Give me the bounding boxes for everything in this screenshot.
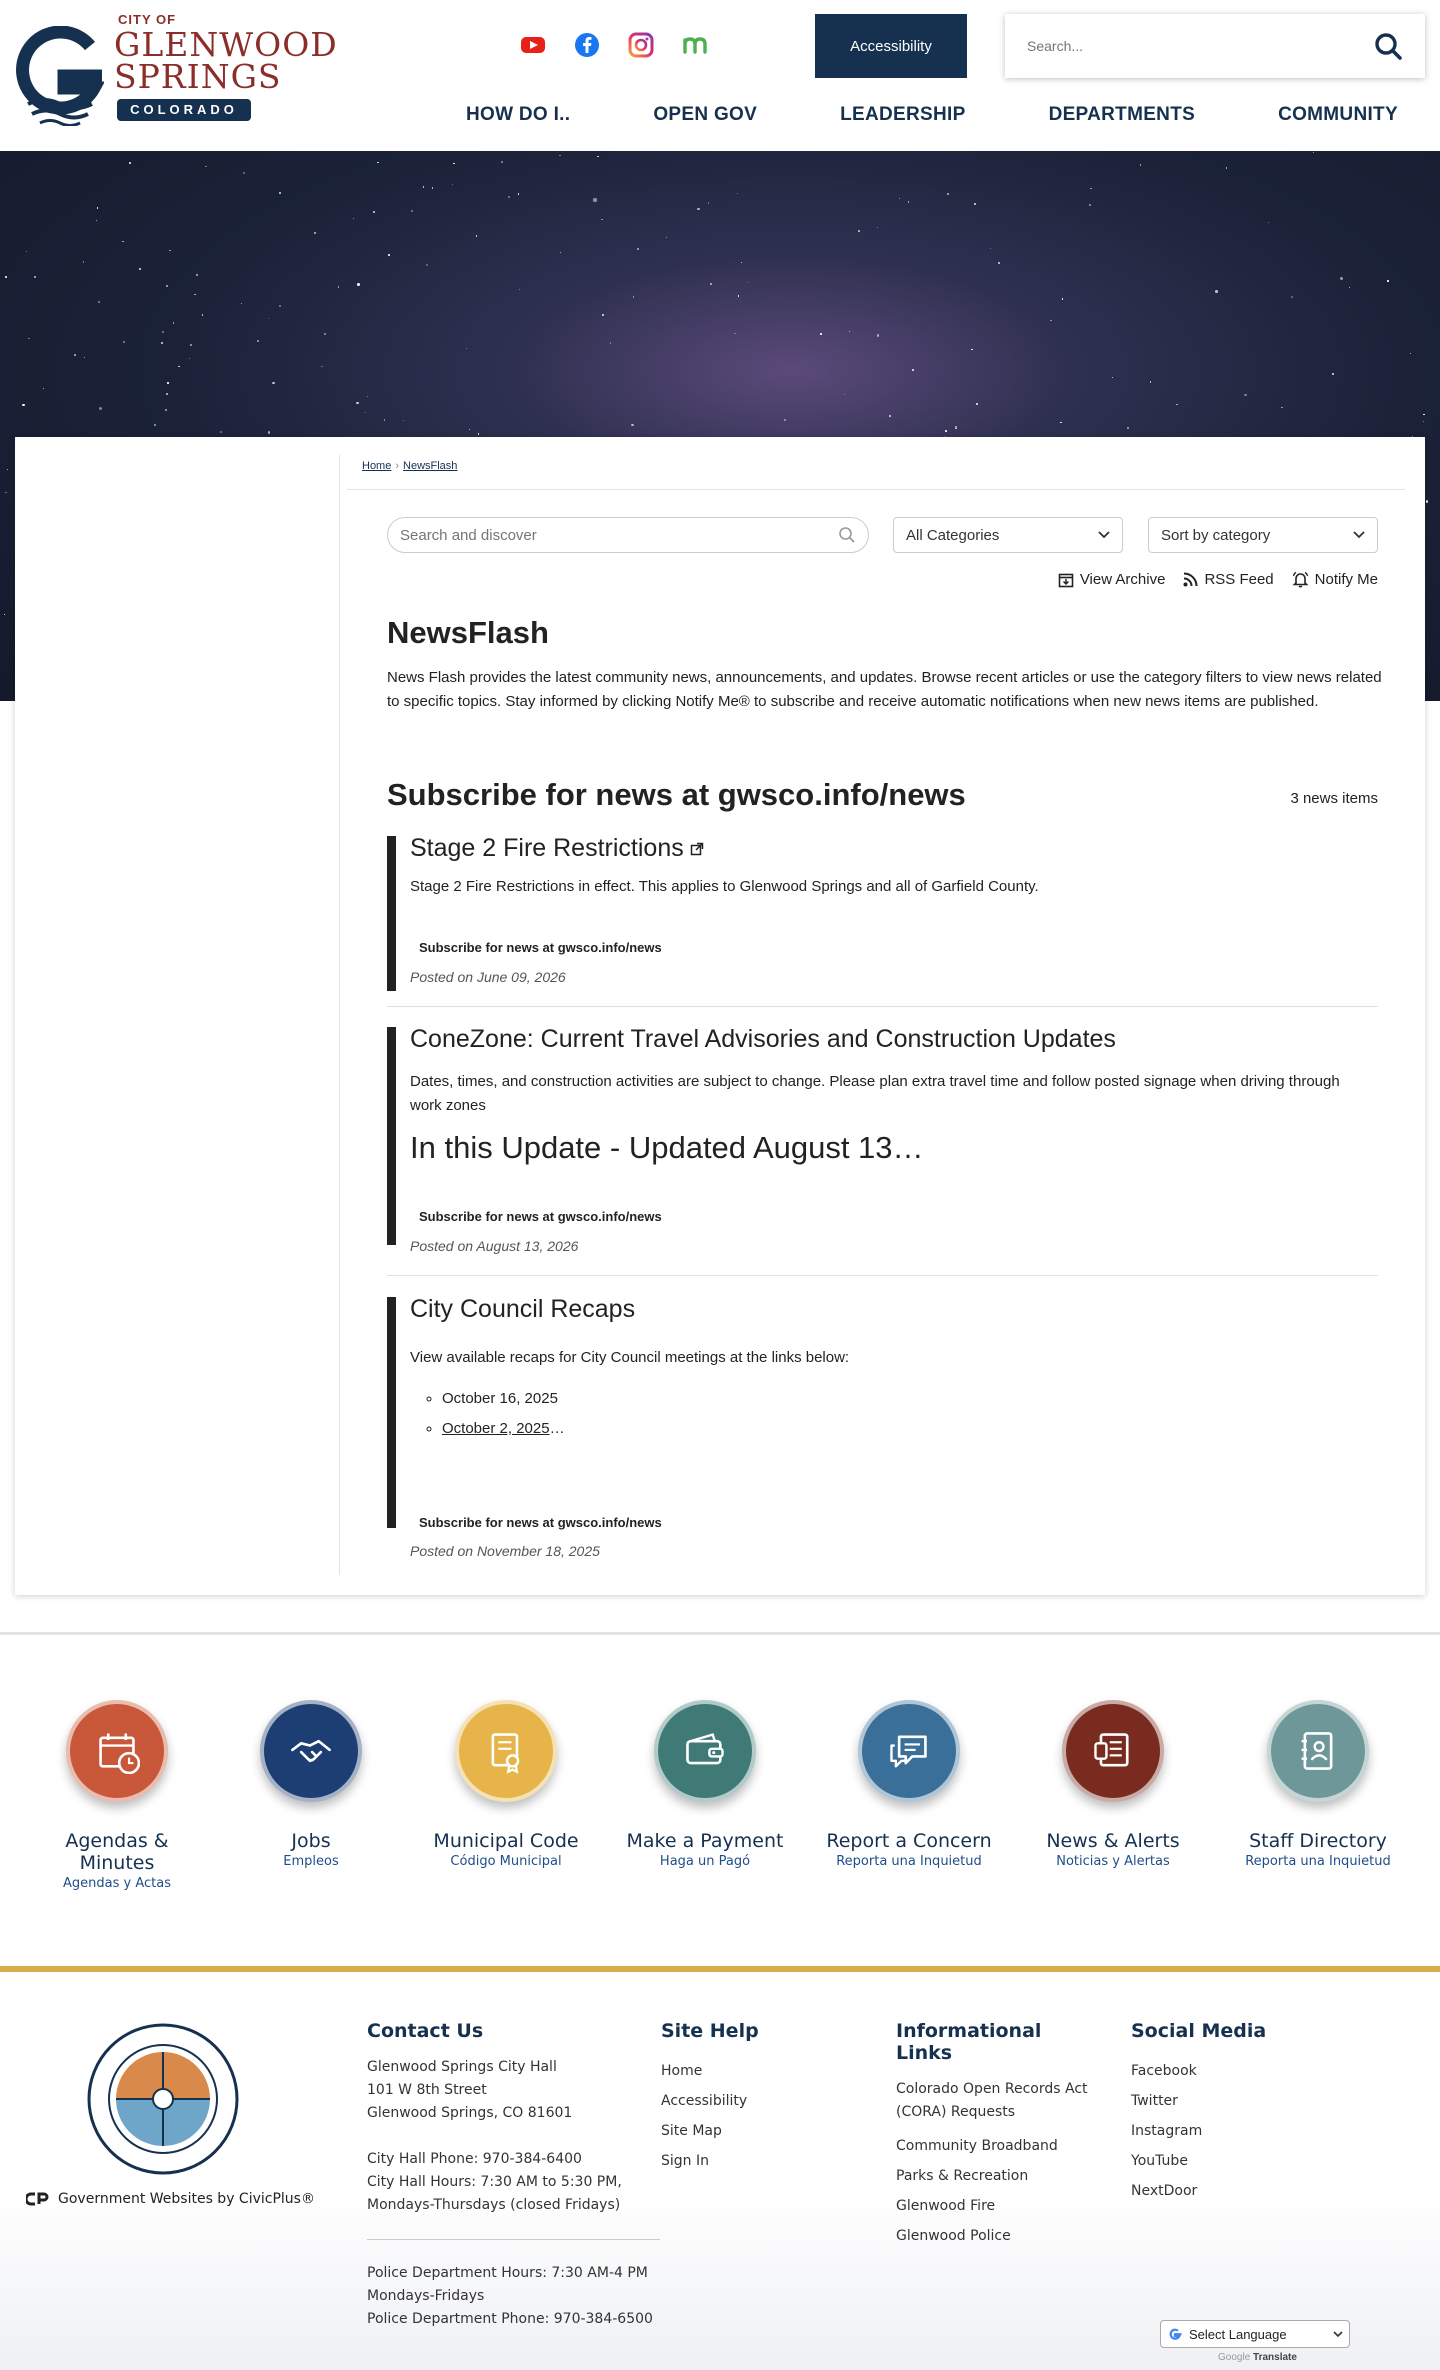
star: [279, 305, 281, 307]
footer-link-accessibility[interactable]: Accessibility: [661, 2093, 748, 2109]
star: [243, 172, 245, 174]
news-item-title: ConeZone: Current Travel Advisories and Construction Updates: [410, 1025, 1116, 1053]
quick-link-sublabel: Agendas y Actas: [63, 1876, 171, 1891]
star: [1387, 280, 1388, 281]
footer-link-nextdoor[interactable]: NextDoor: [1131, 2183, 1198, 2199]
news-item-title-link[interactable]: [410, 1025, 1378, 1054]
nav-community[interactable]: COMMUNITY: [1278, 104, 1398, 125]
quick-link-sublabel: Empleos: [283, 1854, 339, 1869]
star: [1089, 204, 1091, 206]
news-item: [387, 836, 1378, 991]
star: [279, 192, 281, 194]
star: [98, 301, 100, 303]
footer-link-police[interactable]: Glenwood Police: [896, 2228, 1011, 2244]
star: [169, 250, 170, 251]
footer-link-parks[interactable]: Parks & Recreation: [896, 2168, 1029, 2184]
quick-link-label: Agendas & Minutes: [65, 1830, 169, 1874]
star: [22, 404, 24, 406]
star: [998, 262, 1000, 264]
news-item-date: Posted on November 18, 2025: [410, 1543, 600, 1559]
star: [476, 235, 478, 237]
star: [99, 407, 102, 410]
news-actions: [1035, 571, 1378, 588]
star: [196, 274, 198, 276]
footer-contact-line: City Hall Hours: 7:30 AM to 5:30 PM,: [367, 2174, 622, 2190]
breadcrumb-home[interactable]: Home: [362, 460, 392, 472]
footer-contact-line: Glenwood Springs, CO 81601: [367, 2105, 573, 2121]
star: [610, 342, 612, 344]
star: [637, 248, 639, 250]
star: [167, 382, 168, 383]
news-search-input[interactable]: [400, 527, 838, 544]
news-item-title: Stage 2 Fire Restrictions: [410, 834, 684, 862]
breadcrumb-current[interactable]: NewsFlash: [403, 460, 458, 472]
footer-info-links-title: Informational Links: [896, 2020, 1042, 2064]
star: [1150, 381, 1152, 383]
star: [945, 430, 946, 431]
star: [338, 286, 340, 288]
star: [194, 294, 196, 296]
star: [423, 186, 425, 188]
star: [1281, 407, 1283, 409]
star: [1127, 427, 1129, 429]
star: [602, 314, 603, 315]
news-item-body: View available recaps for City Council meetings at the links below:: [410, 1349, 850, 1366]
star: [129, 162, 131, 164]
star: [466, 348, 467, 349]
star: [202, 314, 203, 315]
quick-link-label: News & Alerts: [1046, 1830, 1180, 1852]
footer-link-site-map[interactable]: Site Map: [661, 2123, 722, 2139]
footer-contact-line: Glenwood Springs City Hall: [367, 2059, 557, 2075]
star: [912, 369, 914, 371]
google-g-icon: [1167, 2326, 1183, 2342]
quick-link-sublabel: Código Municipal: [450, 1854, 562, 1869]
sort-select[interactable]: [1148, 517, 1378, 553]
category-select-value: All Categories: [906, 526, 1000, 544]
star: [257, 340, 259, 342]
star: [26, 251, 27, 252]
footer-contact-line: 101 W 8th Street: [367, 2082, 487, 2098]
star: [1313, 152, 1314, 153]
quick-link-label: Municipal Code: [433, 1830, 579, 1852]
news-item-body: Stage 2 Fire Restrictions in effect. This applies to Glenwood Springs and all of Garfield County.: [410, 878, 1039, 895]
star: [784, 419, 786, 421]
star: [478, 433, 479, 434]
news-count: 3 news items: [1290, 790, 1378, 807]
news-item-ellipsis: …: [549, 1420, 565, 1437]
main-navigation: [466, 104, 1398, 126]
footer-link-broadband[interactable]: Community Broadband: [896, 2138, 1058, 2154]
facebook-icon[interactable]: [574, 32, 600, 58]
star: [268, 318, 269, 319]
star: [162, 331, 163, 332]
city-seal-logo-icon: [86, 2022, 240, 2176]
star: [357, 283, 360, 286]
nav-open-gov[interactable]: OPEN GOV: [653, 104, 758, 125]
subscribe-heading: Subscribe for news at gwsco.info/news: [387, 777, 966, 812]
star: [631, 424, 633, 426]
site-footer: [0, 1972, 1440, 2370]
footer-info-links: [896, 2020, 1096, 2251]
star: [178, 366, 180, 368]
star: [858, 230, 860, 232]
star: [971, 349, 973, 351]
archive-icon: [1058, 572, 1074, 588]
star: [1176, 404, 1177, 405]
footer-contact: [367, 2020, 660, 2331]
star: [324, 333, 325, 334]
footer-contact-line: Police Department Phone: 970-384-6500: [367, 2311, 653, 2327]
view-archive-link[interactable]: [1058, 571, 1166, 588]
star: [122, 241, 124, 243]
star: [83, 261, 84, 262]
star: [708, 202, 710, 204]
chevron-down-icon: [1098, 531, 1110, 539]
star: [190, 344, 192, 346]
star: [633, 296, 635, 298]
footer-contact-line: City Hall Phone: 970-384-6400: [367, 2151, 582, 2167]
star: [593, 198, 596, 201]
language-select-value: Select Language: [1189, 2326, 1287, 2342]
breadcrumb: [362, 460, 457, 472]
star: [1112, 377, 1113, 378]
star: [453, 163, 455, 165]
news-item-title: City Council Recaps: [410, 1295, 636, 1323]
star: [1340, 277, 1343, 280]
logo-state: COLORADO: [117, 99, 251, 121]
footer-link-facebook[interactable]: Facebook: [1131, 2063, 1197, 2079]
news-item-bullet: ◦ October 16, 2025: [442, 1384, 1378, 1414]
site-header: [0, 0, 1440, 151]
rss-icon: [1183, 572, 1198, 587]
news-item-body: Dates, times, and construction activities are subject to change. Please plan extra travel time and follow posted signage when driving through work zones: [410, 1073, 1340, 1114]
star: [877, 334, 879, 336]
star: [205, 166, 207, 168]
star: [1090, 188, 1092, 190]
civicplus-label: Government Websites by CivicPlus®: [58, 2191, 315, 2207]
footer-contact-line: Mondays-Thursdays (closed Fridays): [367, 2197, 621, 2213]
breadcrumb-divider: [347, 489, 1405, 490]
sort-select-value: Sort by category: [1161, 526, 1271, 544]
quick-link-label: Report a Concern: [826, 1830, 992, 1852]
news-item-date: Posted on August 13, 2026: [410, 1238, 579, 1254]
google-translate-credit: [1218, 2352, 1297, 2363]
star: [889, 415, 891, 417]
quick-link-circle: [1062, 1700, 1164, 1802]
nav-how-do-i[interactable]: HOW DO I..: [466, 104, 571, 125]
star: [1140, 164, 1141, 165]
wallet-icon: [682, 1728, 728, 1774]
star: [272, 382, 274, 384]
logo-line-1: GLENWOOD: [114, 25, 338, 64]
star: [411, 210, 413, 212]
star: [4, 614, 5, 615]
star: [161, 342, 163, 344]
star: [518, 193, 519, 194]
quick-link-sublabel: Reporta una Inquietud: [836, 1854, 982, 1869]
star: [597, 156, 599, 158]
footer-link-twitter[interactable]: Twitter: [1131, 2093, 1178, 2109]
star: [737, 193, 739, 195]
address-book-icon: [1295, 1728, 1341, 1774]
page-title: NewsFlash: [387, 615, 549, 650]
footer-link-fire[interactable]: Glenwood Fire: [896, 2198, 996, 2214]
quick-link-circle: [858, 1700, 960, 1802]
star: [844, 394, 845, 395]
handshake-icon: [288, 1728, 334, 1774]
footer-contact-title: Contact Us: [367, 2020, 484, 2042]
city-logo[interactable]: [14, 12, 338, 127]
quick-link-report-a-concern[interactable]: [819, 1700, 999, 1869]
quick-link-sublabel: Haga un Pagó: [659, 1854, 751, 1869]
star: [908, 201, 909, 202]
star: [268, 431, 270, 433]
star: [947, 193, 949, 195]
news-item: [387, 1295, 1378, 1559]
news-item-subscribe: Subscribe for news at gwsco.info/news: [419, 1515, 662, 1530]
star: [432, 187, 433, 188]
external-link-icon: [690, 842, 704, 856]
star: [97, 207, 99, 209]
star: [976, 403, 978, 405]
star: [1349, 287, 1350, 288]
star: [666, 237, 667, 238]
star: [1215, 290, 1218, 293]
notify-me-label: Notify Me: [1314, 571, 1378, 588]
star: [710, 283, 712, 285]
quick-link-sublabel: Noticias y Alertas: [1056, 1854, 1170, 1869]
chevron-down-icon: [1333, 2331, 1343, 2338]
star: [367, 396, 369, 398]
logo-line-2: SPRINGS: [114, 57, 282, 96]
quick-link-label: Jobs: [291, 1830, 331, 1852]
star: [403, 420, 404, 421]
quick-link-label: Staff Directory: [1249, 1830, 1387, 1852]
star: [388, 254, 390, 256]
quick-link-agendas-minutes[interactable]: [27, 1700, 207, 1891]
quick-link-sublabel: Reporta una Inquietud: [1245, 1854, 1391, 1869]
footer-link-youtube[interactable]: YouTube: [1131, 2153, 1188, 2169]
star: [1410, 353, 1411, 354]
quick-link-make-a-payment[interactable]: [615, 1700, 795, 1869]
news-item-divider: [387, 1006, 1378, 1007]
star: [738, 295, 739, 296]
chevron-down-icon: [1353, 531, 1365, 539]
quick-link-circle: [654, 1700, 756, 1802]
document-certificate-icon: [483, 1728, 529, 1774]
star: [377, 162, 379, 164]
star: [560, 252, 561, 253]
star: [820, 333, 821, 334]
news-item-subscribe: Subscribe for news at gwsco.info/news: [419, 1209, 662, 1224]
news-item: [387, 1025, 1378, 1254]
star: [123, 341, 125, 343]
recap-link[interactable]: October 2, 2025: [442, 1420, 550, 1437]
star: [501, 161, 503, 163]
accessibility-button[interactable]: Accessibility: [815, 14, 967, 78]
footer-contact-divider: [367, 2239, 660, 2240]
civicplus-credit[interactable]: [26, 2191, 315, 2207]
breadcrumb-separator: ›: [395, 460, 400, 472]
news-item-title-link[interactable]: [410, 1295, 1378, 1324]
quick-link-jobs[interactable]: [221, 1700, 401, 1869]
calendar-clock-icon: [94, 1728, 140, 1774]
star: [241, 303, 242, 304]
notify-me-link[interactable]: [1292, 571, 1378, 588]
star: [452, 184, 453, 185]
star: [74, 354, 76, 356]
star: [508, 196, 510, 198]
star: [96, 220, 98, 222]
news-item-divider: [387, 1275, 1378, 1276]
star: [1060, 422, 1061, 423]
star: [1426, 500, 1429, 503]
star: [990, 248, 991, 249]
view-archive-label: View Archive: [1079, 571, 1166, 588]
star: [173, 322, 175, 324]
star: [877, 227, 878, 228]
star: [384, 419, 386, 421]
header-social-links: [520, 32, 708, 58]
star: [5, 276, 7, 278]
star: [955, 428, 957, 430]
star: [321, 366, 322, 367]
nav-leadership[interactable]: LEADERSHIP: [840, 104, 966, 125]
site-search-input[interactable]: [1027, 38, 1373, 54]
star: [28, 338, 29, 339]
quick-link-circle: [260, 1700, 362, 1802]
star: [426, 264, 428, 266]
glenwood-g-logo-icon: [14, 26, 104, 126]
nav-departments[interactable]: DEPARTMENTS: [1048, 104, 1196, 125]
rss-feed-link[interactable]: [1183, 571, 1273, 588]
star: [154, 424, 156, 426]
rss-feed-label: RSS Feed: [1204, 571, 1274, 588]
star: [1291, 296, 1293, 298]
star: [314, 232, 316, 234]
star: [1268, 222, 1269, 223]
footer-link-sign-in[interactable]: Sign In: [661, 2153, 709, 2169]
footer-contact-line: Mondays-Fridays: [367, 2288, 485, 2304]
footer-social: [1131, 2020, 1266, 2206]
star: [741, 262, 743, 264]
star: [748, 282, 749, 283]
quick-link-circle: [1267, 1700, 1369, 1802]
page-description: News Flash provides the latest community news, announcements, and updates. Browse recent articles or use the category filters to view news related to specific topics. Stay informed by clicking Notify Me® to subscribe and receive automatic notifications when new news items are published.: [387, 669, 1382, 710]
quick-link-municipal-code[interactable]: [416, 1700, 596, 1869]
star: [5, 492, 7, 494]
footer-link-instagram[interactable]: Instagram: [1131, 2123, 1203, 2139]
news-item-accent-bar: [387, 836, 396, 991]
footer-site-help-title: Site Help: [661, 2020, 759, 2042]
footer-link-cora[interactable]: Colorado Open Records Act (CORA) Requests: [896, 2081, 1088, 2120]
quick-link-staff-directory[interactable]: [1228, 1700, 1408, 1869]
footer-social-title: Social Media: [1131, 2020, 1267, 2042]
star: [1423, 421, 1424, 422]
bell-icon: [1292, 571, 1309, 588]
star: [1423, 414, 1424, 415]
star: [734, 333, 735, 334]
star: [1244, 394, 1247, 397]
star: [356, 402, 358, 404]
star: [189, 358, 191, 360]
star: [139, 268, 141, 270]
chat-bubbles-icon: [886, 1728, 932, 1774]
star: [519, 289, 520, 290]
star: [849, 331, 850, 332]
footer-link-home[interactable]: Home: [661, 2063, 703, 2079]
content-card: [15, 437, 1425, 1595]
quick-link-circle: [66, 1700, 168, 1802]
category-select[interactable]: [893, 517, 1123, 553]
star: [469, 429, 470, 430]
star: [559, 155, 561, 157]
star: [220, 431, 221, 432]
star: [899, 198, 900, 199]
quick-link-label: Make a Payment: [626, 1830, 784, 1852]
instagram-icon[interactable]: [628, 32, 654, 58]
star: [166, 393, 168, 395]
star: [601, 219, 602, 220]
star: [353, 218, 354, 219]
search-icon[interactable]: [838, 526, 856, 544]
star: [373, 211, 375, 213]
star: [1050, 320, 1052, 322]
news-item-date: Posted on June 09, 2026: [410, 969, 566, 985]
star: [1062, 298, 1064, 300]
civicplus-logo-icon: [26, 2192, 50, 2206]
star: [166, 285, 168, 287]
footer-site-help: [661, 2020, 759, 2176]
youtube-icon[interactable]: [520, 32, 546, 58]
footer-contact-line: Police Department Hours: 7:30 AM-4 PM: [367, 2265, 648, 2281]
news-item-accent-bar: [387, 1027, 396, 1245]
news-item-bullet: [442, 1414, 1378, 1444]
quick-link-news-alerts[interactable]: [1023, 1700, 1203, 1869]
nextdoor-icon[interactable]: [682, 32, 708, 58]
star: [34, 276, 36, 278]
star: [974, 203, 976, 205]
star: [84, 357, 85, 358]
site-search: [1005, 14, 1425, 78]
news-item-subscribe: Subscribe for news at gwsco.info/news: [419, 940, 662, 955]
news-item-highlight: In this Update - Updated August 13…: [410, 1130, 924, 1165]
news-search: [387, 517, 869, 553]
news-alert-icon: [1090, 1728, 1136, 1774]
star: [1332, 373, 1334, 375]
star: [697, 208, 699, 210]
language-select[interactable]: [1160, 2320, 1350, 2348]
sidebar-divider: [339, 455, 340, 1575]
translate-credit-label: Translate: [1253, 2352, 1297, 2363]
news-item-title-link[interactable]: [410, 834, 1378, 863]
quick-link-circle: [455, 1700, 557, 1802]
star: [365, 412, 366, 413]
news-item-accent-bar: [387, 1297, 396, 1528]
logo-city-of: CITY OF: [118, 12, 177, 27]
star: [43, 388, 44, 389]
quick-links-top-border: [0, 1632, 1440, 1635]
news-item-bullets: [442, 1384, 1378, 1444]
star: [165, 409, 167, 411]
star: [7, 469, 8, 470]
google-credit-label: Google: [1218, 2352, 1251, 2363]
star: [1226, 167, 1228, 169]
search-icon[interactable]: [1373, 31, 1403, 61]
